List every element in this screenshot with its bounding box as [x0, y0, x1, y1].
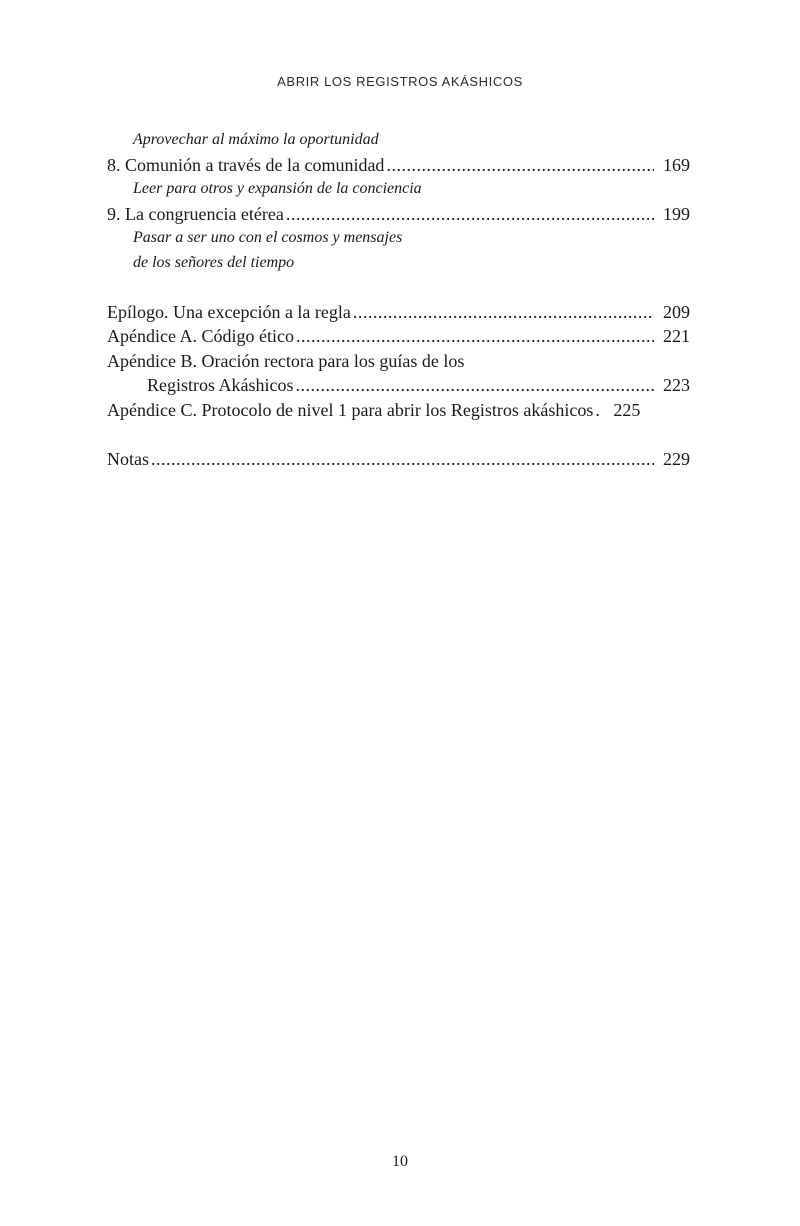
- toc-entry-chapter-9[interactable]: [107, 202, 690, 227]
- page-number: 10: [392, 1153, 408, 1170]
- dot-leader: [151, 447, 654, 472]
- dot-leader: [353, 300, 654, 325]
- toc-entry-title: 8. Comunión a través de la comunidad: [107, 154, 385, 175]
- dot-leader: [296, 324, 654, 349]
- chapter-8-subtitle: Leer para otros y expansión de la conciencia: [133, 180, 422, 198]
- toc-entry-page: 229: [663, 448, 690, 469]
- dot-leader: [296, 373, 655, 398]
- toc-entry-title: Epílogo. Una excepción a la regla: [107, 301, 351, 322]
- dot-leader: [286, 202, 654, 227]
- toc-entry-title: Notas: [107, 448, 149, 469]
- toc-entry-title: Apéndice A. Código ético: [107, 326, 294, 347]
- toc-entry-appendix-b-line-1[interactable]: Apéndice B. Oración rectora para los guías de los: [107, 350, 465, 371]
- toc-entry-page: 169: [663, 154, 690, 175]
- running-head: ABRIR LOS REGISTROS AKÁSHICOS: [277, 74, 523, 89]
- section-spacer: [107, 276, 690, 300]
- chapter-7-subtitle: Aprovechar al máximo la oportunidad: [133, 131, 379, 148]
- toc-entry-notes[interactable]: [107, 447, 690, 472]
- chapter-9-subtitle-line-2: de los señores del tiempo: [133, 253, 295, 271]
- toc-entry-page: 221: [663, 326, 690, 347]
- toc-entry-page: 209: [663, 301, 690, 322]
- toc-entry-page: 223: [663, 375, 690, 396]
- toc-entry-appendix-c[interactable]: [107, 398, 690, 423]
- toc-entry-title: 9. La congruencia etérea: [107, 203, 284, 224]
- dot-leader: [595, 398, 600, 423]
- toc-entry-chapter-8[interactable]: [107, 153, 690, 178]
- toc-entry-appendix-b[interactable]: [107, 373, 690, 398]
- chapter-9-subtitle-line-1: Pasar a ser uno con el cosmos y mensajes: [133, 229, 403, 247]
- section-spacer: [107, 423, 690, 447]
- toc-entry-page: 225: [613, 399, 641, 420]
- dot-leader: [386, 153, 654, 178]
- toc-entry-title: Apéndice C. Protocolo de nivel 1 para abrir los Registros akáshicos: [107, 399, 594, 420]
- toc-entry-appendix-a[interactable]: [107, 324, 690, 349]
- toc-entry-page: 199: [663, 203, 690, 224]
- toc-entry-epilogue[interactable]: [107, 300, 690, 325]
- table-of-contents: [107, 128, 690, 471]
- toc-entry-title: Registros Akáshicos: [147, 375, 294, 396]
